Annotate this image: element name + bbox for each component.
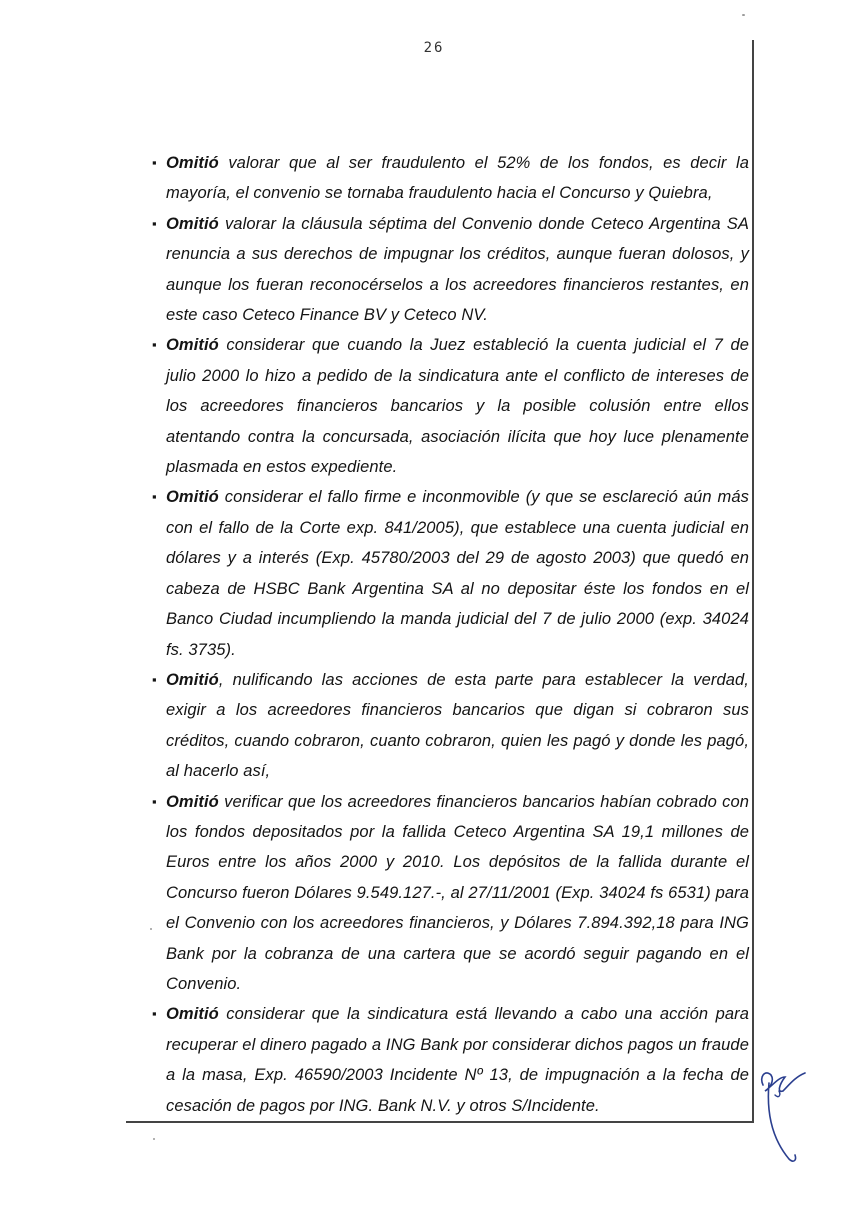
signature-mark <box>755 1055 815 1165</box>
bullet-icon <box>152 209 157 239</box>
list-item <box>152 330 749 482</box>
bullet-icon <box>152 787 157 817</box>
list-item <box>152 209 749 331</box>
item-lead: Omitió <box>166 214 219 233</box>
bottom-margin-rule <box>126 1121 754 1123</box>
bullet-list <box>152 148 749 1121</box>
item-text: valorar la cláusula séptima del Convenio donde Ceteco Argentina SA renuncia a sus derechos de impugnar los créditos, aunque fueran dolosos, y aunque los fueran reconocérselos a los acreedores financieros restantes, en este caso Ceteco Finance BV y Ceteco NV. <box>166 214 749 325</box>
item-text: considerar que cuando la Juez estableció la cuenta judicial el 7 de julio 2000 lo hizo a pedido de la sindicatura ante el conflicto de intereses de los acreedores financieros bancarios y la posible colusión entre ellos atentando contra la concursada, asociación ilícita que hoy luce plenamente plasmada en estos expediente. <box>166 336 749 477</box>
item-lead: Omitió <box>166 792 219 811</box>
item-lead: Omitió <box>166 336 219 355</box>
bullet-icon <box>152 482 157 512</box>
bullet-icon <box>152 999 157 1029</box>
page-number: 26 <box>423 40 445 56</box>
scan-speck <box>153 1138 155 1140</box>
list-item <box>152 482 749 664</box>
list-item <box>152 999 749 1121</box>
bullet-icon <box>152 148 157 178</box>
item-lead: Omitió <box>166 670 219 689</box>
list-item <box>152 665 749 787</box>
item-text: valorar que al ser fraudulento el 52% de los fondos, es decir la mayoría, el convenio se tornaba fraudulento hacia el Concurso y Quiebra, <box>166 154 749 203</box>
item-text: , nulificando las acciones de esta parte para establecer la verdad, exigir a los acreedores financieros bancarios que digan si cobraron sus créditos, cuando cobraron, cuanto cobraron, quien les pagó y donde les pagó, al hacerlo así, <box>166 670 749 781</box>
list-item <box>152 148 749 209</box>
item-text: considerar el fallo firme e inconmovible (y que se esclareció aún más con el fallo de la Corte exp. 841/2005), que establece una cuenta judicial en dólares y a interés (Exp. 45780/2003 del 29 de agosto 2003) que quedó en cabeza de HSBC Bank Argentina SA al no depositar éste los fondos en el Banco Ciudad incumpliendo la manda judicial del 7 de julio 2000 (exp. 34024 fs. 3735). <box>166 488 749 659</box>
bullet-icon <box>152 665 157 695</box>
item-text: verificar que los acreedores financieros bancarios habían cobrado con los fondos depositados por la fallida Ceteco Argentina SA 19,1 millones de Euros entre los años 2000 y 2010. Los depósitos de la fallida durante el Concurso fueron Dólares 9.549.127.-, al 27/11/2001 (Exp. 34024 fs 6531) para el Convenio con los acreedores financieros, y Dólares 7.894.392,18 para ING Bank por la cobranza de una cartera que se acordó seguir pagando en el Convenio. <box>166 792 749 993</box>
item-text: considerar que la sindicatura está llevando a cabo una acción para recuperar el dinero pagado a ING Bank por considerar dichos pagos un fraude a la masa, Exp. 46590/2003 Incidente Nº 13, de impugnación a la fecha de cesación de pagos por ING. Bank N.V. y otros S/Incidente. <box>166 1005 749 1115</box>
scan-speck <box>742 14 745 16</box>
item-lead: Omitió <box>166 488 219 507</box>
bullet-icon <box>152 330 157 360</box>
item-lead: Omitió <box>166 154 219 172</box>
item-lead: Omitió <box>166 1005 219 1024</box>
scan-speck <box>150 928 152 930</box>
right-margin-rule <box>752 40 754 1122</box>
list-item <box>152 787 749 1000</box>
